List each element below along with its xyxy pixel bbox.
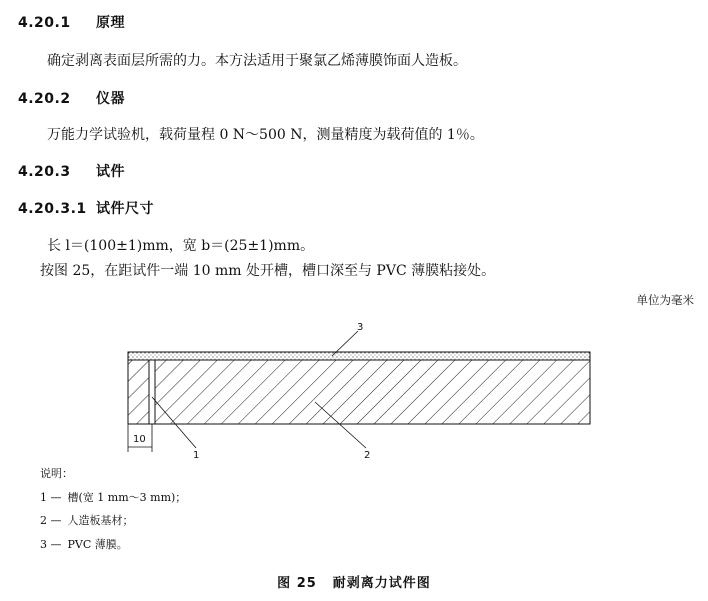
legend-item-1 xyxy=(40,489,186,505)
substrate-main-block xyxy=(155,360,590,424)
pvc-film-layer xyxy=(128,352,590,360)
unit-note: 单位为毫米 xyxy=(636,293,694,307)
section-number: 4.20.1 xyxy=(18,15,71,31)
legend-key: 1 — xyxy=(40,491,62,504)
section-title: 试件尺寸 xyxy=(96,201,154,217)
caption-title: 耐剥离力试件图 xyxy=(332,576,431,591)
substrate-left-block xyxy=(128,360,149,424)
label-substrate: 2 xyxy=(364,450,371,461)
section-number: 4.20.3 xyxy=(18,164,71,180)
groove xyxy=(149,360,155,424)
paragraph-size: 长 l＝(100±1)mm，宽 b＝(25±1)mm。 xyxy=(47,238,315,254)
legend-text: 槽(宽 1 mm～3 mm)； xyxy=(67,491,187,504)
legend-item-2 xyxy=(40,512,134,528)
paragraph-groove: 按图 25，在距试件一端 10 mm 处开槽，槽口深至与 PVC 薄膜粘接处。 xyxy=(40,263,496,279)
legend-key: 2 — xyxy=(40,514,62,527)
figure-caption xyxy=(0,572,708,591)
section-title: 仪器 xyxy=(96,91,125,107)
legend-text: 人造板基材； xyxy=(67,514,134,527)
legend-key: 3 — xyxy=(40,538,62,551)
caption-number: 图 25 xyxy=(277,576,317,591)
section-title: 原理 xyxy=(96,15,125,31)
paragraph-principle: 确定剥离表面层所需的力。本方法适用于聚氯乙烯薄膜饰面人造板。 xyxy=(47,53,467,69)
legend-title: 说明： xyxy=(40,467,73,480)
label-film: 3 xyxy=(357,322,364,333)
section-number: 4.20.3.1 xyxy=(18,201,87,217)
paragraph-instrument: 万能力学试验机，载荷量程 0 N～500 N，测量精度为载荷值的 1％。 xyxy=(47,127,484,143)
dimension-value: 10 xyxy=(133,434,146,445)
section-title: 试件 xyxy=(96,164,125,180)
section-number: 4.20.2 xyxy=(18,91,71,107)
label-groove: 1 xyxy=(193,450,200,461)
legend-text: PVC 薄膜。 xyxy=(67,538,128,551)
legend-item-3 xyxy=(40,536,128,552)
